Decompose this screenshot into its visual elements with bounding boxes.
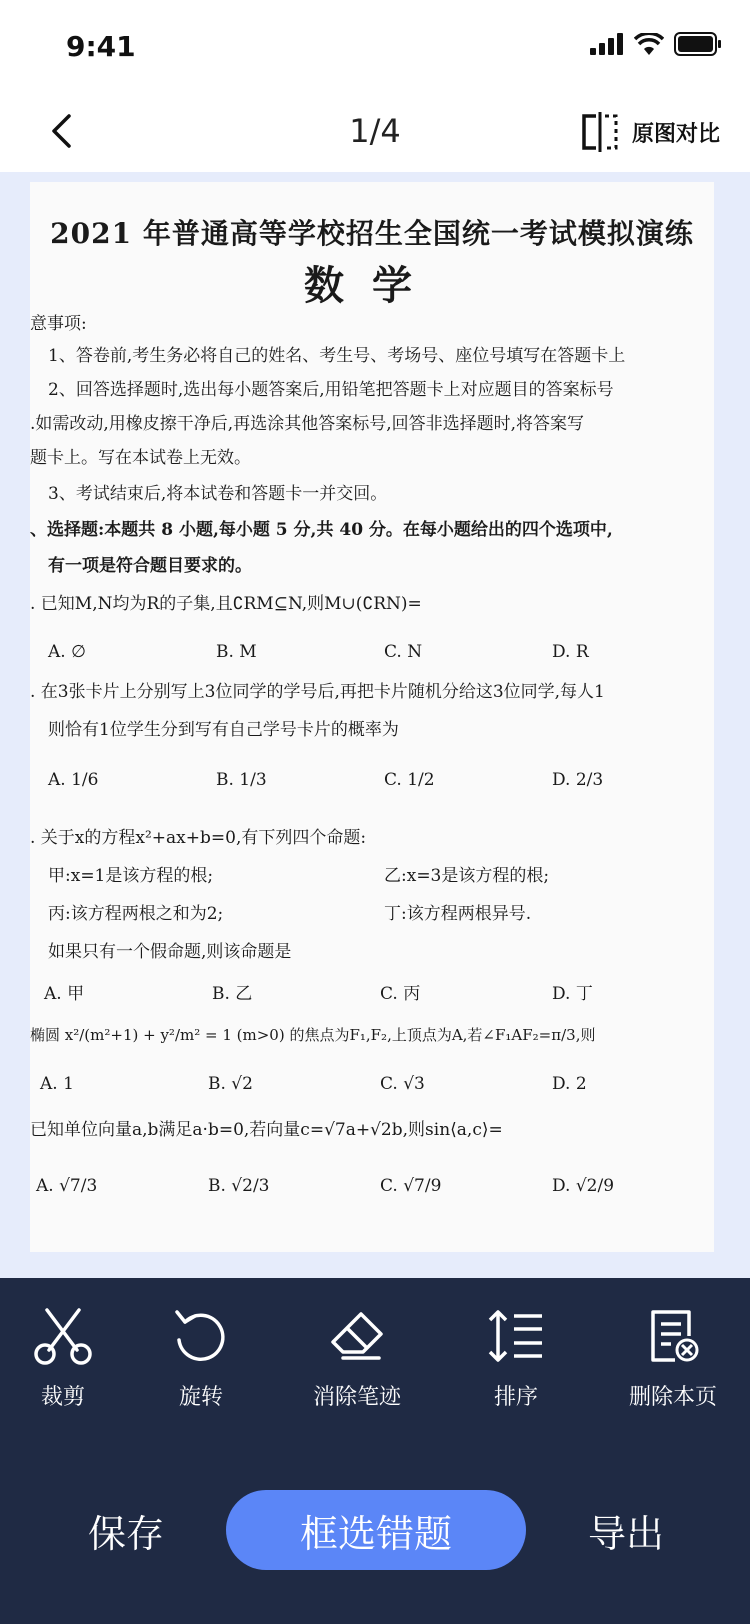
text-line: 意事项: [30, 314, 87, 334]
rotate-button[interactable] [136, 1306, 266, 1411]
proposition: 丙:该方程两根之和为2; [48, 904, 224, 924]
document-viewer[interactable] [0, 172, 750, 1278]
option: B. 1/3 [216, 770, 267, 790]
erase-strokes-button[interactable] [292, 1306, 422, 1411]
scissors-icon [33, 1306, 93, 1366]
compare-label: 原图对比 [631, 121, 720, 147]
text-line: 有一项是符合题目要求的。 [48, 556, 252, 576]
option: D. 2 [552, 1074, 587, 1094]
battery-icon [674, 32, 722, 56]
crop-button[interactable] [0, 1306, 128, 1411]
tool-label: 旋转 [178, 1385, 223, 1410]
tool-label: 消除笔迹 [312, 1385, 401, 1410]
cellular-signal-icon [590, 33, 624, 55]
question-text: . 在3张卡片上分别写上3位同学的学号后,再把卡片随机分给这3位同学,每人1 [30, 682, 605, 702]
sort-button[interactable] [451, 1306, 581, 1411]
option: A. 甲 [44, 984, 85, 1004]
delete-page-icon [643, 1306, 703, 1366]
exam-title: 2021 年普通高等学校招生全国统一考试模拟演练 [50, 217, 694, 250]
select-wrong-question-button[interactable]: 框选错题 [226, 1490, 526, 1570]
save-button[interactable]: 保存 [66, 1490, 186, 1570]
question-text: 则恰有1位学生分到写有自己学号卡片的概率为 [48, 720, 399, 740]
option: D. 丁 [552, 984, 593, 1004]
text-line: 2、回答选择题时,选出每小题答案后,用铅笔把答题卡上对应题目的答案标号 [48, 380, 614, 400]
text-line: 题卡上。写在本试卷上无效。 [30, 448, 251, 468]
bottom-actions [0, 1490, 750, 1570]
exam-page-image [30, 182, 714, 1252]
tool-label: 裁剪 [40, 1385, 85, 1410]
option: A. 1 [40, 1074, 74, 1094]
question-text: . 已知M,N均为R的子集,且∁RM⊆N,则M∪(∁RN)= [30, 594, 422, 614]
option: C. 1/2 [384, 770, 435, 790]
text-line: 1、答卷前,考生务必将自己的姓名、考生号、考场号、座位号填写在答题卡上 [48, 346, 626, 366]
option: D. 2/3 [552, 770, 604, 790]
sort-icon [486, 1306, 546, 1366]
export-button[interactable]: 导出 [566, 1490, 686, 1570]
option: C. N [384, 642, 423, 662]
option: D. R [552, 642, 589, 662]
option: C. √7/9 [380, 1176, 442, 1196]
delete-page-button[interactable] [608, 1306, 738, 1411]
proposition: 丁:该方程两根异号. [384, 904, 532, 924]
option: B. M [216, 642, 257, 662]
option: A. √7/3 [36, 1176, 98, 1196]
status-bar [0, 0, 750, 92]
option: C. 丙 [380, 984, 421, 1004]
page-indicator: 1/4 [349, 112, 401, 150]
rotate-icon [171, 1306, 231, 1366]
option: B. √2/3 [208, 1176, 270, 1196]
exam-subject: 数学 [304, 262, 440, 309]
text-line: 3、考试结束后,将本试卷和答题卡一并交回。 [48, 484, 388, 504]
tool-label: 删除本页 [628, 1385, 717, 1410]
status-time: 9:41 [66, 30, 136, 63]
option: A. 1/6 [48, 770, 99, 790]
nav-header [0, 92, 750, 172]
text-line: .如需改动,用橡皮擦干净后,再选涂其他答案标号,回答非选择题时,将答案写 [30, 414, 585, 434]
question-text: 如果只有一个假命题,则该命题是 [48, 942, 292, 962]
status-icons [590, 32, 722, 56]
proposition: 乙:x=3是该方程的根; [384, 866, 550, 886]
tool-label: 排序 [493, 1385, 538, 1410]
option: A. ∅ [48, 642, 86, 662]
option: D. √2/9 [552, 1176, 615, 1196]
option: C. √3 [380, 1074, 425, 1094]
compare-icon [580, 112, 620, 152]
option: B. √2 [208, 1074, 253, 1094]
question-text: . 关于x的方程x²+ax+b=0,有下列四个命题: [30, 828, 367, 848]
edit-toolbar [0, 1278, 750, 1624]
text-line: 、选择题:本题共 8 小题,每小题 5 分,共 40 分。在每小题给出的四个选项中, [30, 520, 613, 540]
question-text: 椭圆 x²/(m²+1) + y²/m² = 1 (m>0) 的焦点为F₁,F₂,上顶点为A,若∠F₁AF₂=π/3,则 [30, 1026, 596, 1044]
proposition: 甲:x=1是该方程的根; [48, 866, 214, 886]
wifi-icon [634, 33, 664, 55]
option: B. 乙 [212, 984, 253, 1004]
question-text: 已知单位向量a,b满足a·b=0,若向量c=√7a+√2b,则sin⟨a,c⟩= [30, 1120, 503, 1140]
eraser-icon [327, 1306, 387, 1366]
compare-original-button[interactable] [580, 102, 720, 162]
